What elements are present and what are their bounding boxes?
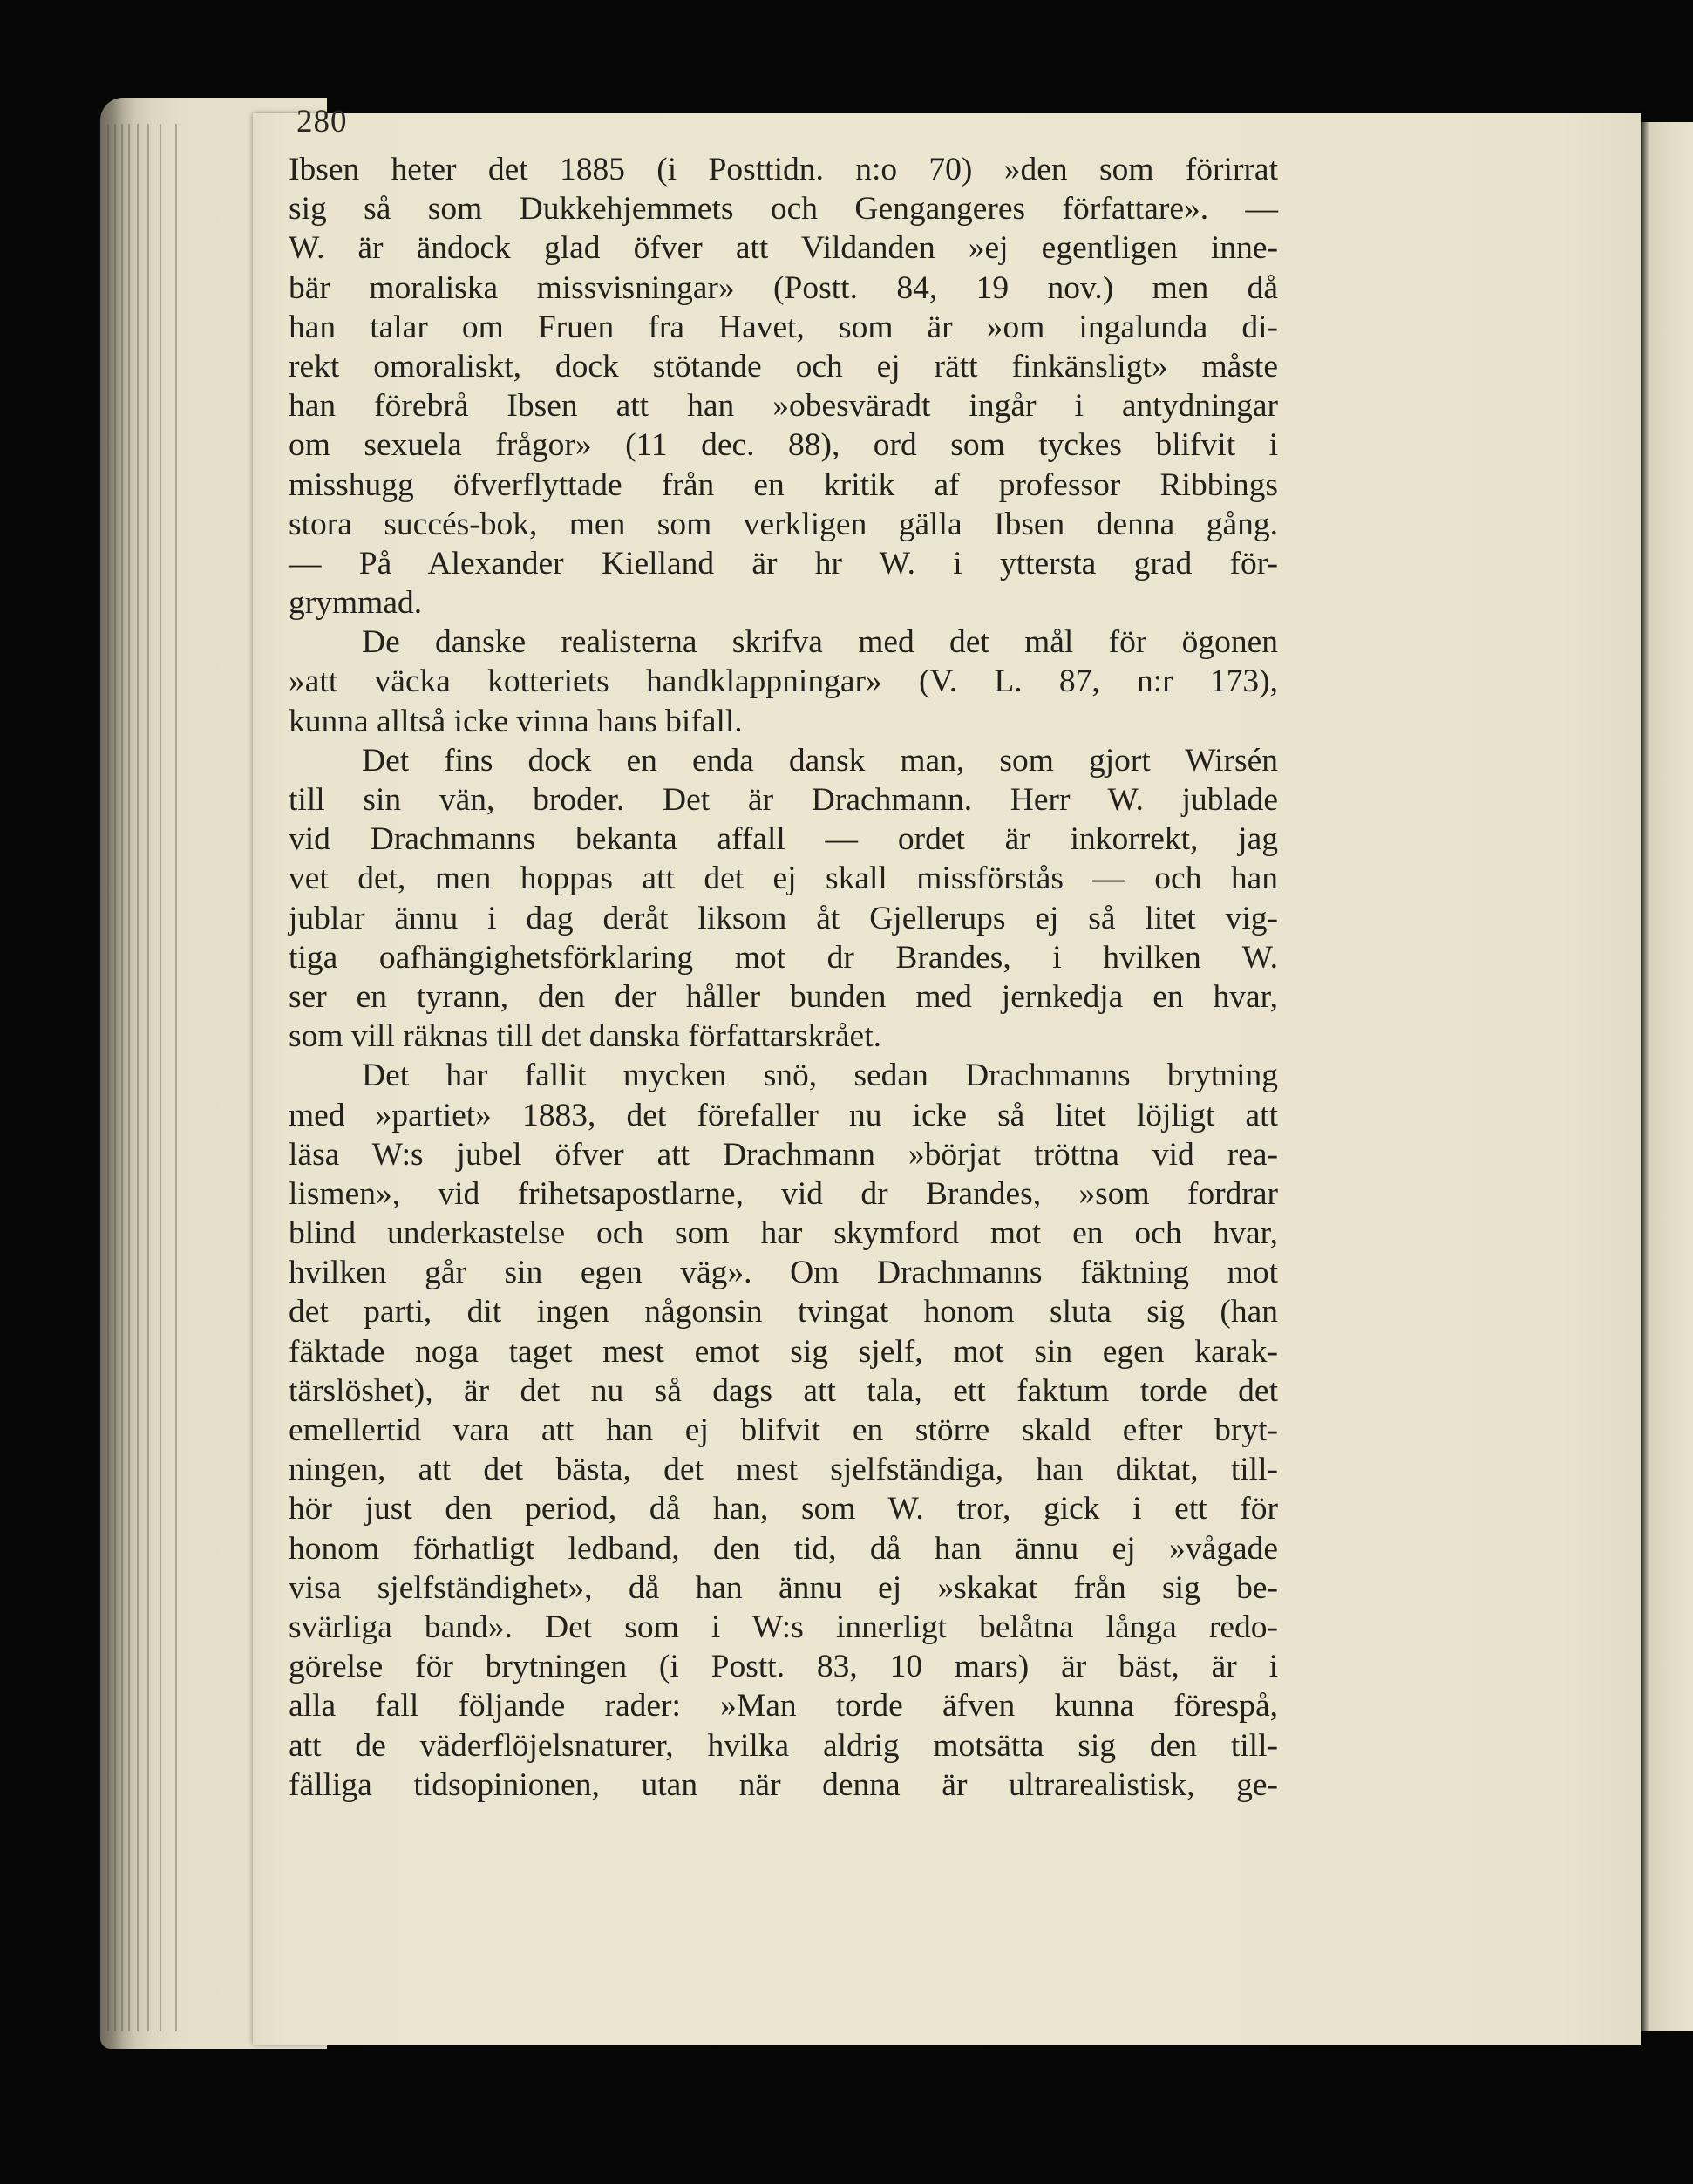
text-line: svärliga band». Det som i W:s innerligt belåtna långa redo- — [289, 1609, 1278, 1645]
text-line: W. är ändock glad öfver att Vildanden »ej egentligen inne- — [289, 230, 1278, 267]
page-edge-line — [137, 124, 139, 2031]
text-line: vet det, men hoppas att det ej skall missförstås — och han — [289, 861, 1278, 897]
text-line: tiga oafhängighetsförklaring mot dr Brandes, i hvilken W. — [289, 939, 1278, 976]
page-edge-line — [114, 124, 116, 2031]
text-line: rekt omoraliskt, dock stötande och ej rätt finkänsligt» måste — [289, 348, 1278, 384]
text-line: som vill räknas till det danska författarskrået. — [289, 1018, 881, 1055]
facing-page-edge — [1641, 122, 1693, 2031]
text-line: sig så som Dukkehjemmets och Gengangeres författare». — — [289, 191, 1278, 228]
text-line: alla fall följande rader: »Man torde äfven kunna förespå, — [289, 1688, 1278, 1725]
text-line: fäktade noga taget mest emot sig sjelf, mot sin egen karak- — [289, 1333, 1278, 1370]
text-line: blind underkastelse och som har skymford mot en och hvar, — [289, 1215, 1278, 1252]
text-line: Ibsen heter det 1885 (i Posttidn. n:o 70) »den som förirrat — [289, 152, 1278, 187]
text-line: han förebrå Ibsen att han »obesväradt ingår i antydningar — [289, 388, 1278, 425]
text-line: ningen, att det bästa, det mest sjelfständiga, han diktat, till- — [289, 1452, 1278, 1488]
text-line: stora succés-bok, men som verkligen gälla Ibsen denna gång. — [289, 506, 1278, 542]
text-line: det parti, dit ingen någonsin tvingat honom sluta sig (han — [289, 1294, 1278, 1330]
page-edge-line — [128, 124, 130, 2031]
text-line: hör just den period, då han, som W. tror, gick i ett för — [289, 1491, 1278, 1527]
text-line: görelse för brytningen (i Postt. 83, 10 mars) är bäst, är i — [289, 1649, 1278, 1685]
page-edge-line — [121, 124, 123, 2031]
text-line: att de väderflöjelsnaturer, hvilka aldrig motsätta sig den till- — [289, 1727, 1278, 1764]
text-line: jublar ännu i dag deråt liksom åt Gjellerups ej så litet vig- — [289, 900, 1278, 936]
text-line: Det har fallit mycken snö, sedan Drachmanns brytning — [362, 1058, 1278, 1094]
page-number: 280 — [296, 104, 348, 139]
text-line: honom förhatligt ledband, den tid, då han ännu ej »vågade — [289, 1530, 1278, 1567]
text-line: fälliga tidsopinionen, utan när denna är ultrarealistisk, ge- — [289, 1766, 1278, 1803]
text-line: hvilken går sin egen väg». Om Drachmanns fäktning mot — [289, 1255, 1278, 1291]
text-line: bär moraliska missvisningar» (Postt. 84, 19 nov.) men då — [289, 269, 1278, 306]
text-line: ser en tyrann, den der håller bunden med jernkedja en hvar, — [289, 978, 1278, 1015]
text-line: om sexuela frågor» (11 dec. 88), ord som tyckes blifvit i — [289, 427, 1278, 464]
page-edge-line — [175, 124, 177, 2031]
text-line: till sin vän, broder. Det är Drachmann. Herr W. jublade — [289, 782, 1278, 818]
text-line: — På Alexander Kielland är hr W. i yttersta grad för- — [289, 545, 1278, 582]
text-line: misshugg öfverflyttade från en kritik af professor Ribbings — [289, 466, 1278, 503]
text-line: Det fins dock en enda dansk man, som gjort Wirsén — [362, 742, 1278, 779]
body-text — [289, 150, 1278, 1805]
text-line: De danske realisterna skrifva med det mål för ögonen — [362, 624, 1278, 661]
page-edge-line — [160, 124, 161, 2031]
page-edge-line — [147, 124, 149, 2031]
text-line: visa sjelfständighet», då han ännu ej »skakat från sig be- — [289, 1569, 1278, 1606]
text-line: emellertid vara att han ej blifvit en större skald efter bryt- — [289, 1412, 1278, 1448]
text-line: kunna alltså icke vinna hans bifall. — [289, 703, 743, 739]
text-line: han talar om Fruen fra Havet, som är »om ingalunda di- — [289, 309, 1278, 345]
text-line: »att väcka kotteriets handklappningar» (V. L. 87, n:r 173), — [289, 663, 1278, 700]
text-line: med »partiet» 1883, det förefaller nu icke så litet löjligt att — [289, 1097, 1278, 1133]
text-line: vid Drachmanns bekanta affall — ordet är inkorrekt, jag — [289, 821, 1278, 858]
text-line: läsa W:s jubel öfver att Drachmann »börjat tröttna vid rea- — [289, 1136, 1278, 1173]
text-line: tärslöshet), är det nu så dags att tala, ett faktum torde det — [289, 1372, 1278, 1409]
text-line: lismen», vid frihetsapostlarne, vid dr Brandes, »som fordrar — [289, 1175, 1278, 1212]
page-edge-line — [107, 124, 109, 2031]
text-line: grymmad. — [289, 585, 423, 622]
